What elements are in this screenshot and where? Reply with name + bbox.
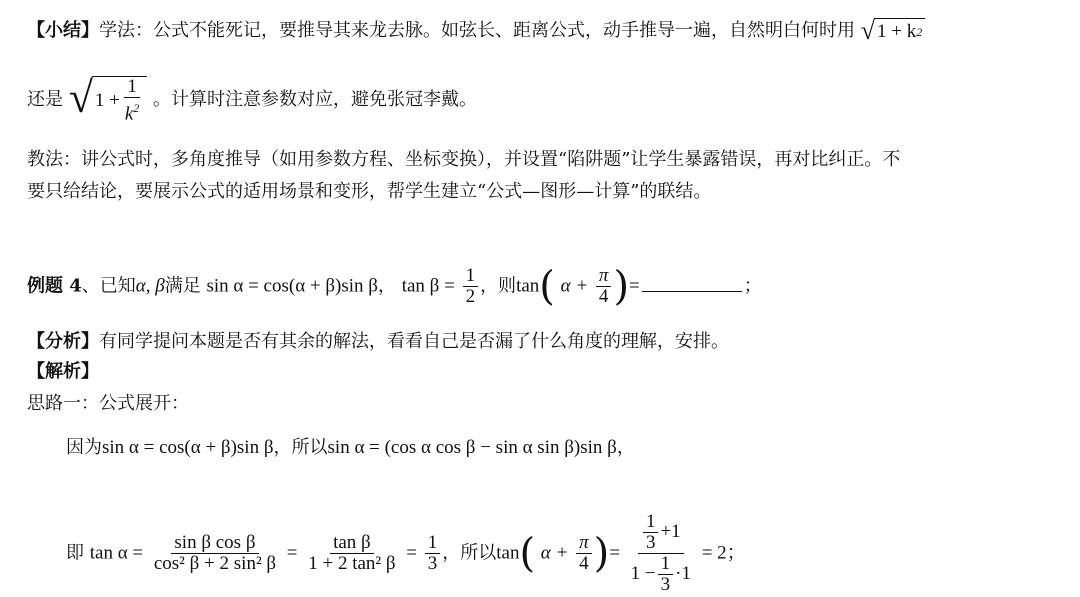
frac-one-half: $\frac{1}{2}$ — [463, 266, 479, 307]
example-4: 例题 4、已知α, β满足 sin α = cos(α + β)sin β， tan β = $\frac{1}{2}$ ，则tan( α + $\frac{\pi}{4}$ )= ； — [27, 263, 762, 310]
teaching-line-1: 教法：讲公式时，多角度推导（如用参数方程、坐标变换），并设置“陷阱题”让学生暴露错误，再对比纠正。不 — [27, 149, 901, 170]
frac-one-third: $\frac{1}{3}$ — [425, 533, 441, 574]
summary-tag: 【小结】 — [27, 20, 99, 41]
frac-sin-cos: $\frac{\text{sin β cos β}}{\text{cos² β + 2 sin² β}}$ — [153, 532, 277, 574]
analysis-tag: 【分析】 — [27, 331, 99, 352]
because-line: 因为sin α = cos(α + β)sin β，所以sin α = (cos α cos β − sin α sin β)sin β， — [66, 437, 635, 458]
teaching-line-2: 要只给结论，要展示公式的适用场景和变形，帮学生建立“公式—图形—计算”的联结。 — [27, 181, 712, 202]
example-equation-1: sin α = cos(α + β)sin β — [206, 275, 378, 297]
sqrt-1-plus-1-over-k2: √ 1 + $\frac{1}{k^2}$ — [69, 76, 148, 124]
solution-tag: 【解析】 — [27, 361, 99, 382]
summary-text: 学法：公式不能死记，要推导其来龙去脉。如弦长、距离公式，动手推导一遍，自然明白何时用 — [99, 20, 855, 41]
sqrt-1-plus-k2: √ 1 + k 2 — [861, 18, 926, 44]
summary-line — [27, 18, 925, 44]
frac-tan: $\frac{\text{tan β}}{\text{1 + 2 tan² β}}$ — [308, 532, 396, 574]
tan-alpha-line: 即 tan α = $\frac{\text{sin β cos β}}{\text{cos² β + 2 sin² β}}$ = $\frac{\text{tan β}}{\text{1 + 2 tan² β}}$ = $\frac{1}{3}$ ，所以tan( α + $\frac{\pi}{4}$ )= $\frac{1}{3}$ +1 1 − $\frac{1}{3}$ ·1 = 2； — [66, 511, 746, 595]
frac-pi-4: $\frac{\pi}{4}$ — [596, 266, 612, 307]
solution-idea: 思路一：公式展开： — [27, 393, 189, 414]
summary-text-3: 。计算时注意参数对应，避免张冠李戴。 — [153, 89, 478, 111]
example-label: 例题 4 — [27, 275, 82, 297]
frac-pi-4-b: $\frac{\pi}{4}$ — [576, 533, 592, 574]
summary-line-2 — [27, 73, 478, 125]
analysis-line: 【分析】有同学提问本题是否有其余的解法，看看自己是否漏了什么角度的理解，安排。 — [27, 331, 729, 352]
answer-blank — [642, 273, 742, 292]
frac-big: $\frac{1}{3}$ +1 1 − $\frac{1}{3}$ ·1 — [630, 511, 691, 595]
summary-text-2: 还是 — [27, 89, 63, 111]
